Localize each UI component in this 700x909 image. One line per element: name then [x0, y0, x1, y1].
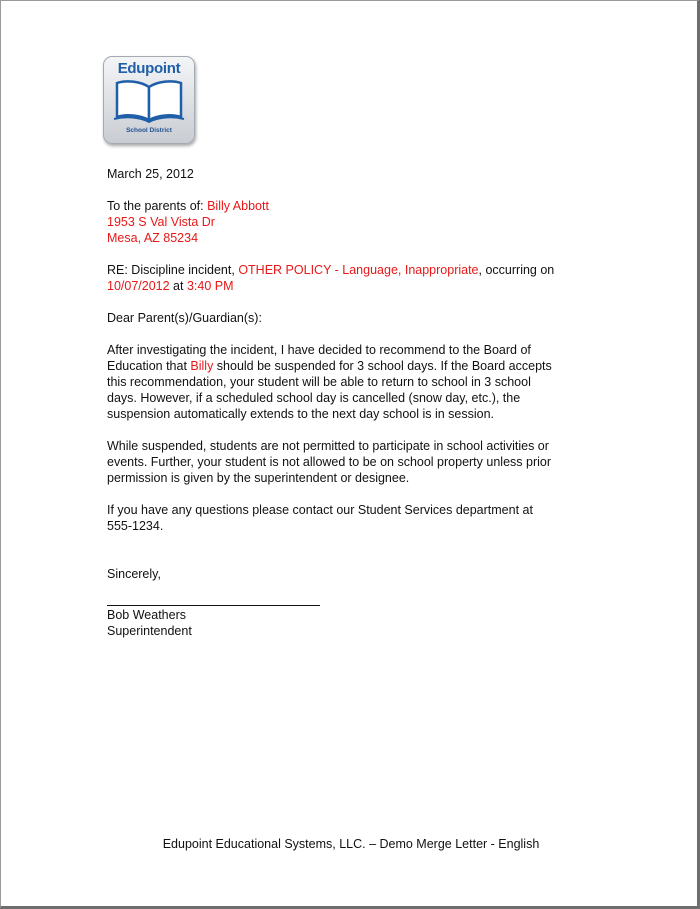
at-text: at	[173, 279, 184, 293]
p1-line2-start: Education that	[107, 359, 187, 373]
incident-time: 3:40 PM	[186, 279, 234, 293]
paragraph-1-line-2	[107, 358, 552, 374]
incident-date: 10/07/2012	[107, 279, 170, 293]
open-book-icon	[112, 77, 186, 123]
re-line-1	[107, 262, 554, 278]
re-line-2	[107, 278, 234, 294]
signer-title: Superintendent	[107, 624, 192, 638]
paragraph-2-line-3: permission is given by the superintendent or designee.	[107, 471, 410, 485]
signer-name: Bob Weathers	[107, 608, 186, 622]
paragraph-1-line-4: days. However, if a scheduled school day is cancelled (snow day, etc.), the	[107, 391, 521, 405]
paragraph-1-line-3: this recommendation, your student will be able to return to school in 3 school	[107, 375, 531, 389]
paragraph-1-line-5: suspension automatically extends to the next day school is in session.	[107, 407, 495, 421]
address-line-1: 1953 S Val Vista Dr	[107, 215, 215, 229]
signature-line	[107, 605, 320, 606]
p1-line2-end: should be suspended for 3 school days. If the Board accepts	[213, 359, 552, 373]
paragraph-2-line-1: While suspended, students are not permitted to participate in school activities or	[107, 439, 549, 453]
student-name: Billy Abbott	[207, 199, 269, 213]
recipient-line	[107, 198, 269, 214]
letter-date: March 25, 2012	[107, 167, 194, 181]
occurring-text: , occurring on	[478, 263, 555, 277]
paragraph-3-line-2: 555-1234.	[107, 519, 164, 533]
school-district-logo	[103, 56, 195, 144]
paragraph-2-line-2: events. Further, your student is not allowed to be on school property unless prior	[107, 455, 551, 469]
logo-wordmark: Edupoint	[117, 60, 181, 77]
closing: Sincerely,	[107, 567, 161, 581]
paragraph-3-line-1: If you have any questions please contact our Student Services department at	[107, 503, 533, 517]
to-parents-label: To the parents of:	[107, 199, 204, 213]
logo-subtitle: School District	[126, 127, 172, 134]
address-line-2: Mesa, AZ 85234	[107, 231, 199, 245]
page-footer: Edupoint Educational Systems, LLC. – Demo Merge Letter - English	[162, 837, 540, 851]
re-prefix: RE: Discipline incident,	[107, 263, 235, 277]
paragraph-1-line-1: After investigating the incident, I have decided to recommend to the Board of	[107, 343, 531, 357]
incident-type: OTHER POLICY - Language, Inappropriate	[238, 263, 479, 277]
student-first-name: Billy	[190, 359, 214, 373]
salutation: Dear Parent(s)/Guardian(s):	[107, 311, 262, 325]
